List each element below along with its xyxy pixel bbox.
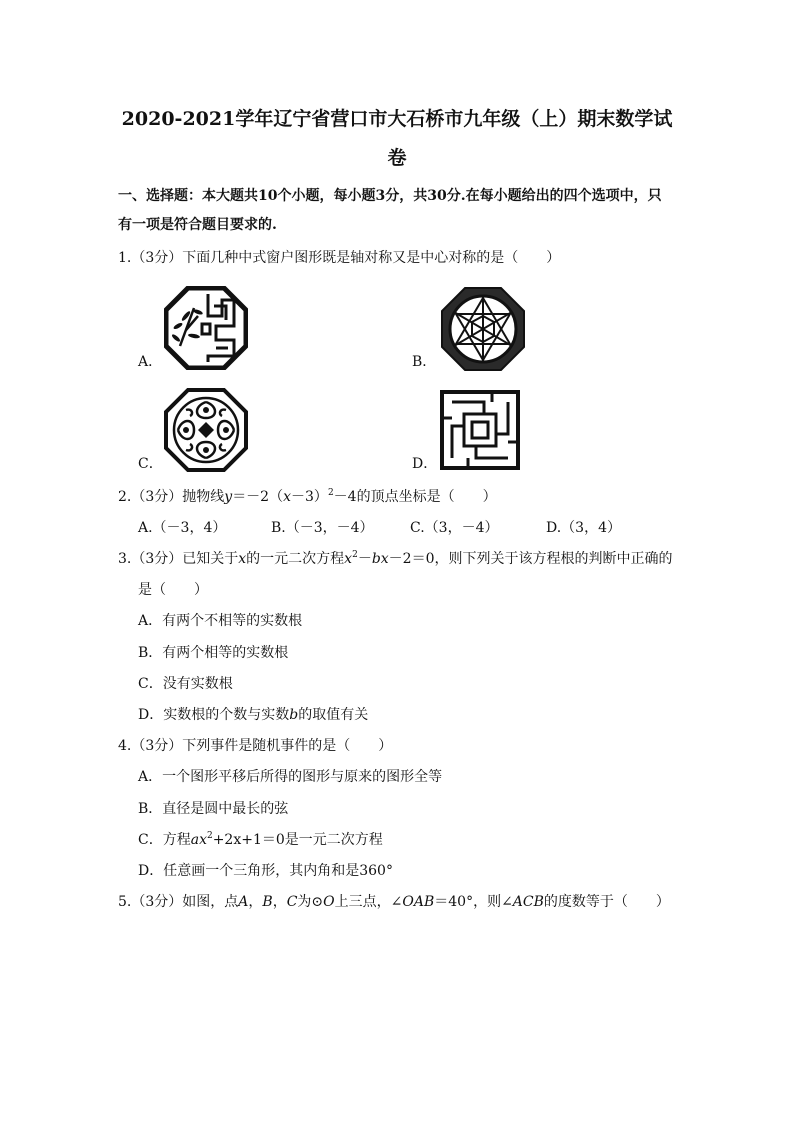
q3-option-b: B．有两个相等的实数根 (138, 645, 289, 661)
window-figure-d (440, 390, 520, 470)
q2-option-b: B.（－3，－4） (271, 520, 374, 536)
question-2-stem (118, 487, 497, 507)
window-figure-c (164, 388, 248, 472)
q2-text: 2.（3分）抛物线 (118, 489, 225, 505)
q2-text: ＝－2（ (232, 489, 284, 505)
q4-option-a: A．一个图形平移后所得的图形与原来的图形全等 (138, 769, 443, 785)
q2-text: －3） (291, 489, 328, 505)
q3-exponent: 2 (352, 550, 358, 560)
option-c-label: C． (138, 456, 163, 472)
q3-text: 3.（3分）已知关于 (118, 551, 239, 567)
q5-text: 5.（3分）如图，点 (118, 894, 239, 910)
q5-text: ， (272, 894, 287, 910)
q2-option-a: A.（－3，4） (138, 520, 227, 536)
q2-option-d: D.（3，4） (546, 520, 621, 536)
option-d-label: D． (412, 456, 438, 472)
q5-center-o: O (323, 894, 335, 910)
q3-text: 的取值有关 (298, 707, 369, 723)
q5-angle-oab: OAB (402, 894, 435, 910)
q4-option-c (138, 830, 383, 850)
q3-var-b: b (289, 707, 299, 723)
q5-point-c: C (286, 894, 298, 910)
q3-var-bx: bx (371, 551, 389, 567)
q5-angle-acb: ACB (512, 894, 544, 910)
q3-text: － (357, 551, 372, 567)
window-figure-a (164, 286, 248, 370)
section-heading: 一、选择题：本大题共10个小题，每小题3分，共30分.在每小题给出的四个选项中，只 (118, 188, 662, 204)
q4-text: C．方程 (138, 832, 191, 848)
question-1-stem: 1.（3分）下面几种中式窗户图形既是轴对称又是中心对称的是（ ） (118, 250, 561, 266)
q3-var-x: x (238, 551, 247, 567)
q4-option-d: D．任意画一个三角形，其内角和是360° (138, 863, 393, 879)
q2-option-c: C.（3，－4） (410, 520, 499, 536)
section-heading-continued: 有一项是符合题目要求的. (118, 217, 277, 233)
q4-var-ax: ax (190, 832, 207, 848)
q5-point-b: B (262, 894, 273, 910)
q3-var-x: x (344, 551, 353, 567)
q4-exponent: 2 (206, 831, 213, 841)
q5-text: 上三点，∠ (334, 894, 403, 910)
q2-exponent: 2 (327, 488, 334, 498)
q5-text: ， (248, 894, 263, 910)
q2-var-x: x (283, 489, 292, 505)
q3-option-a: A．有两个不相等的实数根 (138, 613, 303, 629)
q5-point-a: A (238, 894, 249, 910)
q3-text: D．实数根的个数与实数 (138, 707, 290, 723)
q2-var-y: y (224, 489, 233, 505)
option-a-label: A． (138, 354, 163, 370)
page-title: 2020-2021学年辽宁省营口市大石桥市九年级（上）期末数学试 (121, 108, 673, 130)
q5-text: 的度数等于（ ） (543, 894, 670, 910)
q4-option-b: B．直径是圆中最长的弦 (138, 801, 289, 817)
question-3-stem-continued: 是（ ） (138, 582, 208, 598)
q3-text: 的一元二次方程 (246, 551, 345, 567)
q5-text: ＝40°，则∠ (434, 894, 513, 910)
q4-text: +2x+1＝0是一元二次方程 (212, 832, 383, 848)
page-title-continued: 卷 (387, 147, 407, 169)
q3-text: －2＝0，则下列关于该方程根的判断中正确的 (388, 551, 673, 567)
q2-text: －4的顶点坐标是（ ） (333, 489, 497, 505)
q5-text: 为⊙ (297, 894, 324, 910)
question-3-stem (118, 549, 673, 569)
question-5-stem (118, 892, 670, 912)
option-b-label: B． (412, 354, 437, 370)
q3-option-d (138, 705, 368, 725)
q3-option-c: C．没有实数根 (138, 676, 233, 692)
question-4-stem: 4.（3分）下列事件是随机事件的是（ ） (118, 738, 393, 754)
window-figure-b (440, 286, 526, 372)
